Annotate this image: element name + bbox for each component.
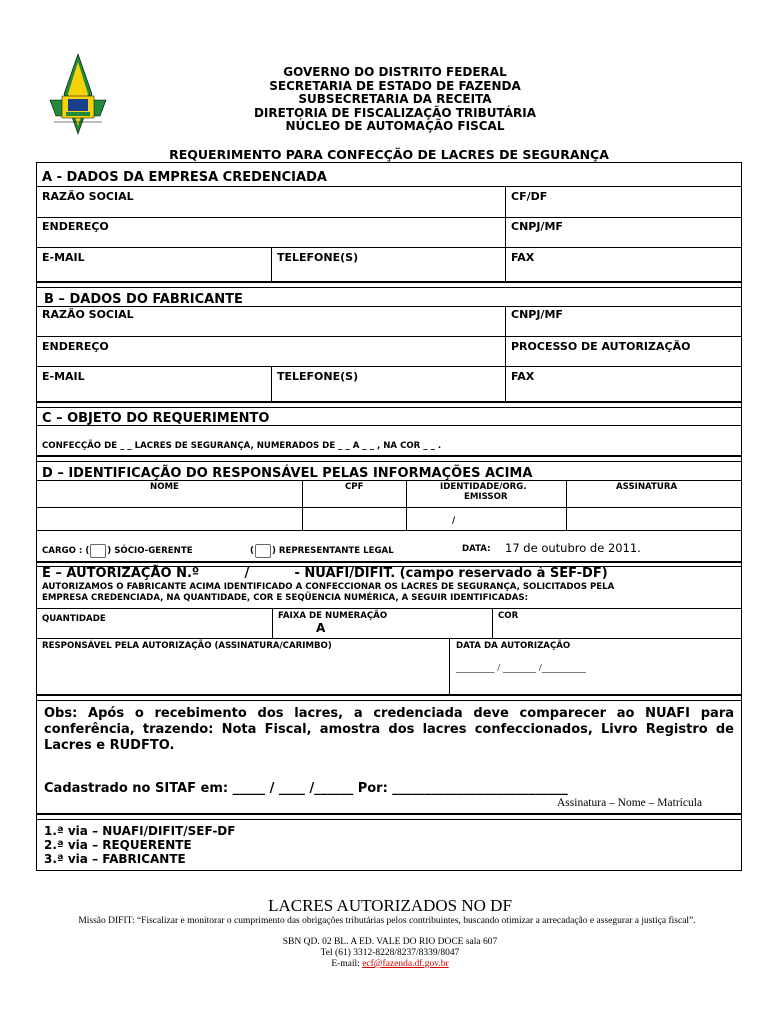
via-1: 1.ª via – NUAFI/DIFIT/SEF-DF [44, 824, 236, 838]
d-col-cpf: CPF [345, 482, 364, 492]
e-data-aut-label: DATA DA AUTORIZAÇÃO [456, 641, 571, 651]
d-col-identidade: IDENTIDADE/ORG. [440, 482, 527, 492]
footer-title: LACRES AUTORIZADOS NO DF [268, 896, 512, 915]
via-3: 3.ª via – FABRICANTE [44, 852, 186, 866]
a-fax-label: FAX [511, 251, 535, 264]
a-cnpj-label: CNPJ/MF [511, 220, 563, 233]
section-e-heading: E – AUTORIZAÇÃO N.º / - NUAFI/DIFIT. (campo reservado à SEF-DF) [42, 566, 608, 581]
footer-email-label: E-mail: [331, 959, 363, 969]
e-faixa-a: A [316, 621, 326, 635]
b-telefone-label: TELEFONE(S) [277, 370, 359, 383]
agency-header [240, 66, 550, 134]
c-object-text: CONFECÇÃO DE _ _ LACRES DE SEGURANÇA, NUMERADOS DE _ _ A _ _ , NA COR _ _ . [42, 441, 442, 451]
b-processo-label: PROCESSO DE AUTORIZAÇÃO [511, 340, 691, 353]
e-cor-label: COR [498, 611, 519, 621]
obs-text: Obs: Após o recebimento dos lacres, a credenciada deve comparecer ao NUAFI para conferência, trazendo: Nota Fiscal, amostra dos lacres confeccionados, Livro Registro de Lacres e RUDFTO. [44, 706, 734, 753]
footer-missao: Missão DIFIT: “Fiscalizar e monitorar o cumprimento das obrigações tributárias pelos contribuintes, buscando otimizar a arrecadação e assegurar a justiça fiscal”. [78, 916, 696, 926]
b-cnpj-label: CNPJ/MF [511, 308, 563, 321]
section-d-heading: D – IDENTIFICAÇÃO DO RESPONSÁVEL PELAS INFORMAÇÕES ACIMA [42, 466, 533, 481]
footer-address: SBN QD. 02 BL. A ED. VALE DO RIO DOCE sala 607 [282, 937, 498, 947]
a-endereco-label: ENDEREÇO [42, 220, 109, 233]
e-responsavel-label: RESPONSÁVEL PELA AUTORIZAÇÃO (ASSINATURA/CARIMBO) [42, 641, 332, 651]
d-data-label: DATA: [462, 544, 491, 554]
cadastrado-sitaf: Cadastrado no SITAF em: _____ / ____ /______ Por: ___________________________ [44, 781, 568, 796]
footer-email-link[interactable]: ecf@fazenda.df.gov.br [362, 959, 449, 969]
d-cargo-row [42, 544, 193, 558]
d-data-value: 17 de outubro de 2011. [505, 541, 641, 555]
via-2: 2.ª via – REQUERENTE [44, 838, 192, 852]
d-socio-label: ) SÓCIO-GERENTE [107, 546, 193, 556]
header-line-1: GOVERNO DO DISTRITO FEDERAL [283, 65, 507, 79]
form-frame [36, 162, 742, 871]
section-a-heading: A - DADOS DA EMPRESA CREDENCIADA [42, 170, 327, 185]
d-rep-label: ) REPRESENTANTE LEGAL [271, 546, 394, 556]
d-col-emissor: EMISSOR [464, 492, 508, 502]
d-cargo-label: CARGO : ( [42, 546, 90, 556]
gdf-logo [46, 52, 110, 136]
a-razao-social-label: RAZÃO SOCIAL [42, 190, 134, 203]
e-auth-line-2: EMPRESA CREDENCIADA, NA QUANTIDADE, COR E SEQÜENCIA NUMÉRICA, A SEGUIR IDENTIFICADAS: [42, 593, 529, 603]
e-quantidade-label: QUANTIDADE [42, 614, 106, 624]
section-c-heading: C – OBJETO DO REQUERIMENTO [42, 411, 270, 426]
header-line-3: SUBSECRETARIA DA RECEITA [298, 92, 492, 107]
header-line-4: DIRETORIA DE FISCALIZAÇÃO TRIBUTÁRIA [253, 105, 537, 120]
section-b-heading: B – DADOS DO FABRICANTE [44, 292, 243, 307]
vias-list [44, 824, 235, 866]
d-col-assinatura: ASSINATURA [616, 482, 678, 492]
e-data-aut-blank: _______ / ______ /________ [456, 662, 586, 674]
d-emissor-slash: / [452, 516, 456, 526]
socio-gerente-checkbox[interactable] [90, 544, 106, 558]
b-fax-label: FAX [511, 370, 535, 383]
a-cfdf-label: CF/DF [511, 190, 548, 203]
header-line-5: NÚCLEO DE AUTOMAÇÃO FISCAL [285, 119, 505, 134]
footer-email-line [60, 959, 720, 969]
header-line-2: SECRETARIA DE ESTADO DE FAZENDA [269, 78, 521, 93]
d-rep-open: ( [250, 546, 254, 556]
e-auth-line-1: AUTORIZAMOS O FABRICANTE ACIMA IDENTIFICADO A CONFECCIONAR OS LACRES DE SEGURANÇA, SOLICITADOS PELA [42, 582, 615, 592]
b-endereco-label: ENDEREÇO [42, 340, 109, 353]
a-email-label: E-MAIL [42, 251, 85, 264]
representante-legal-checkbox[interactable] [255, 544, 271, 558]
d-col-nome: NOME [150, 482, 179, 492]
a-telefone-label: TELEFONE(S) [277, 251, 359, 264]
d-rep-row [250, 544, 394, 558]
assinatura-caption: Assinatura – Nome – Matrícula [557, 797, 702, 809]
b-razao-social-label: RAZÃO SOCIAL [42, 308, 134, 321]
b-email-label: E-MAIL [42, 370, 85, 383]
e-faixa-label: FAIXA DE NUMERAÇÃO [278, 611, 388, 621]
form-title: REQUERIMENTO PARA CONFECÇÃO DE LACRES DE SEGURANÇA [169, 147, 609, 162]
footer-tel: Tel (61) 3312-8228/8237/8339/8047 [320, 948, 460, 958]
